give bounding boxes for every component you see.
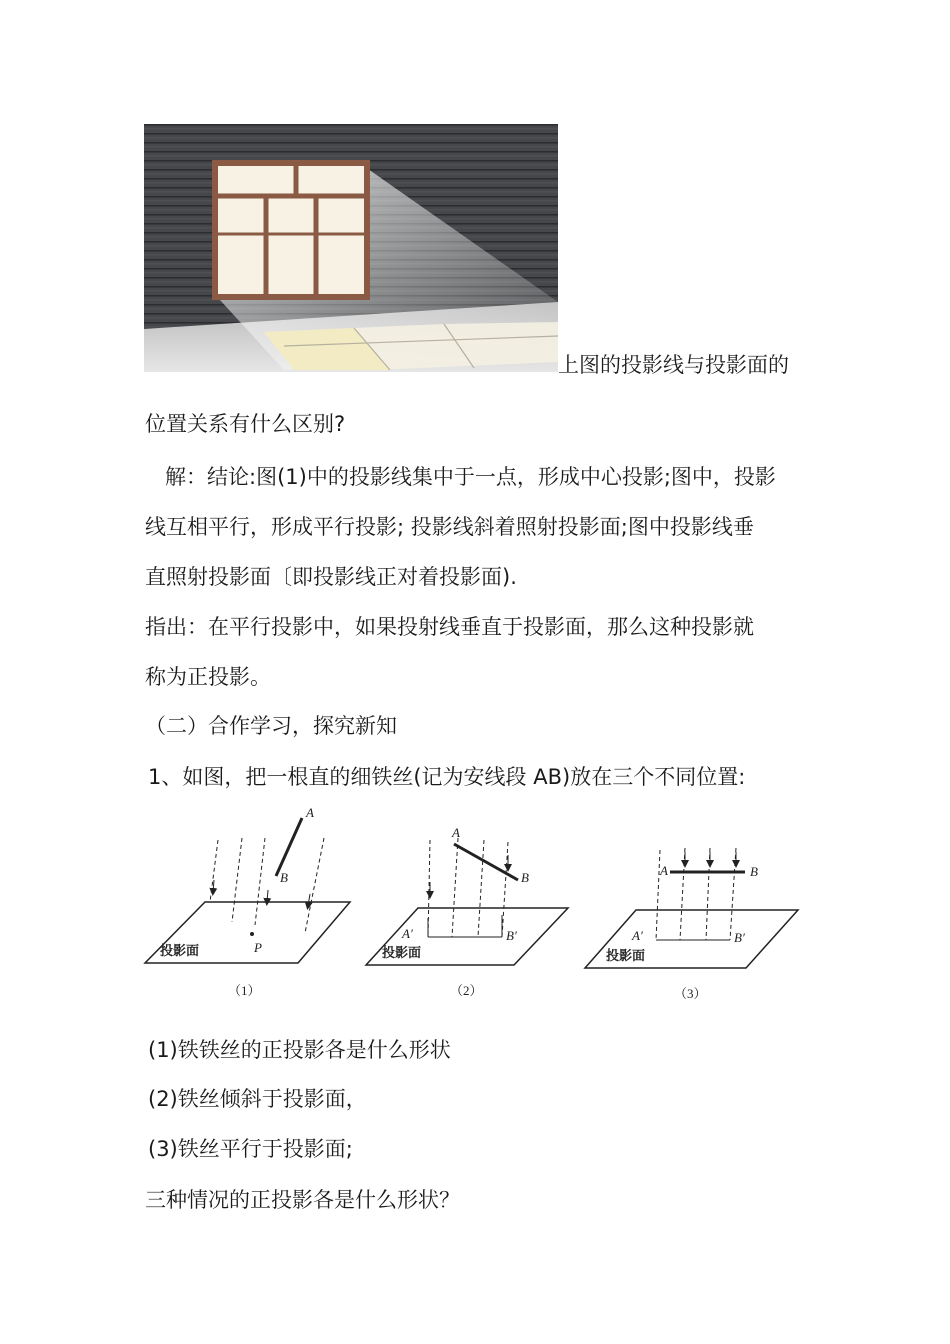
answer-line-1: 解：结论:图(1)中的投影线集中于一点，形成中心投影;图中，投影: [165, 465, 776, 489]
photo-caption: 上图的投影线与投影面的: [558, 353, 789, 377]
projection-diagram: [140, 800, 810, 1015]
summary-question: 三种情况的正投影各是什么形状？: [145, 1188, 460, 1212]
figure-1: [145, 805, 350, 998]
note-line-1: 指出：在平行投影中，如果投射线垂直于投影面，那么这种投影就: [145, 615, 754, 639]
question-3: (3)铁丝平行于投影面;: [148, 1137, 353, 1161]
figure-3: [585, 848, 798, 1001]
window-light-photo: [144, 124, 558, 372]
paragraph-question-cont: 位置关系有什么区别?: [145, 412, 346, 436]
fig1-plane-label: 投影面: [160, 944, 200, 959]
fig1-caption: （1）: [228, 983, 261, 998]
fig2-label-b-prime: B′: [506, 928, 517, 943]
section-heading: （二）合作学习，探究新知: [145, 714, 397, 738]
answer-line-2: 线互相平行，形成平行投影; 投影线斜着照射投影面;图中投影线垂: [145, 515, 754, 539]
question-1: (1)铁铁丝的正投影各是什么形状: [148, 1038, 451, 1062]
projection-diagram-svg: [140, 800, 810, 1015]
item-1-text: 1、如图，把一根直的细铁丝(记为安线段 AB)放在三个不同位置:: [148, 765, 746, 789]
fig2-label-b: B: [521, 870, 529, 885]
note-line-2: 称为正投影。: [145, 665, 271, 689]
fig2-plane-label: 投影面: [382, 946, 422, 961]
fig3-plane-label: 投影面: [606, 949, 646, 964]
fig3-label-a: A: [660, 863, 668, 878]
figure-2: [366, 825, 568, 998]
fig1-label-p: P: [254, 940, 262, 955]
answer-line-3: 直照射投影面〔即投影线正对着投影面).: [145, 565, 517, 589]
fig3-label-b: B: [750, 864, 758, 879]
fig2-caption: （2）: [450, 983, 483, 998]
fig1-label-b: B: [280, 870, 288, 885]
fig2-label-a-prime: A′: [402, 926, 413, 941]
fig3-label-b-prime: B′: [734, 930, 745, 945]
window-light-illustration: [144, 124, 558, 372]
fig3-label-a-prime: A′: [632, 928, 643, 943]
fig3-caption: （3）: [674, 986, 707, 1001]
question-2: (2)铁丝倾斜于投影面，: [148, 1087, 367, 1111]
fig1-label-a: A: [306, 805, 314, 820]
fig2-label-a: A: [452, 825, 460, 840]
